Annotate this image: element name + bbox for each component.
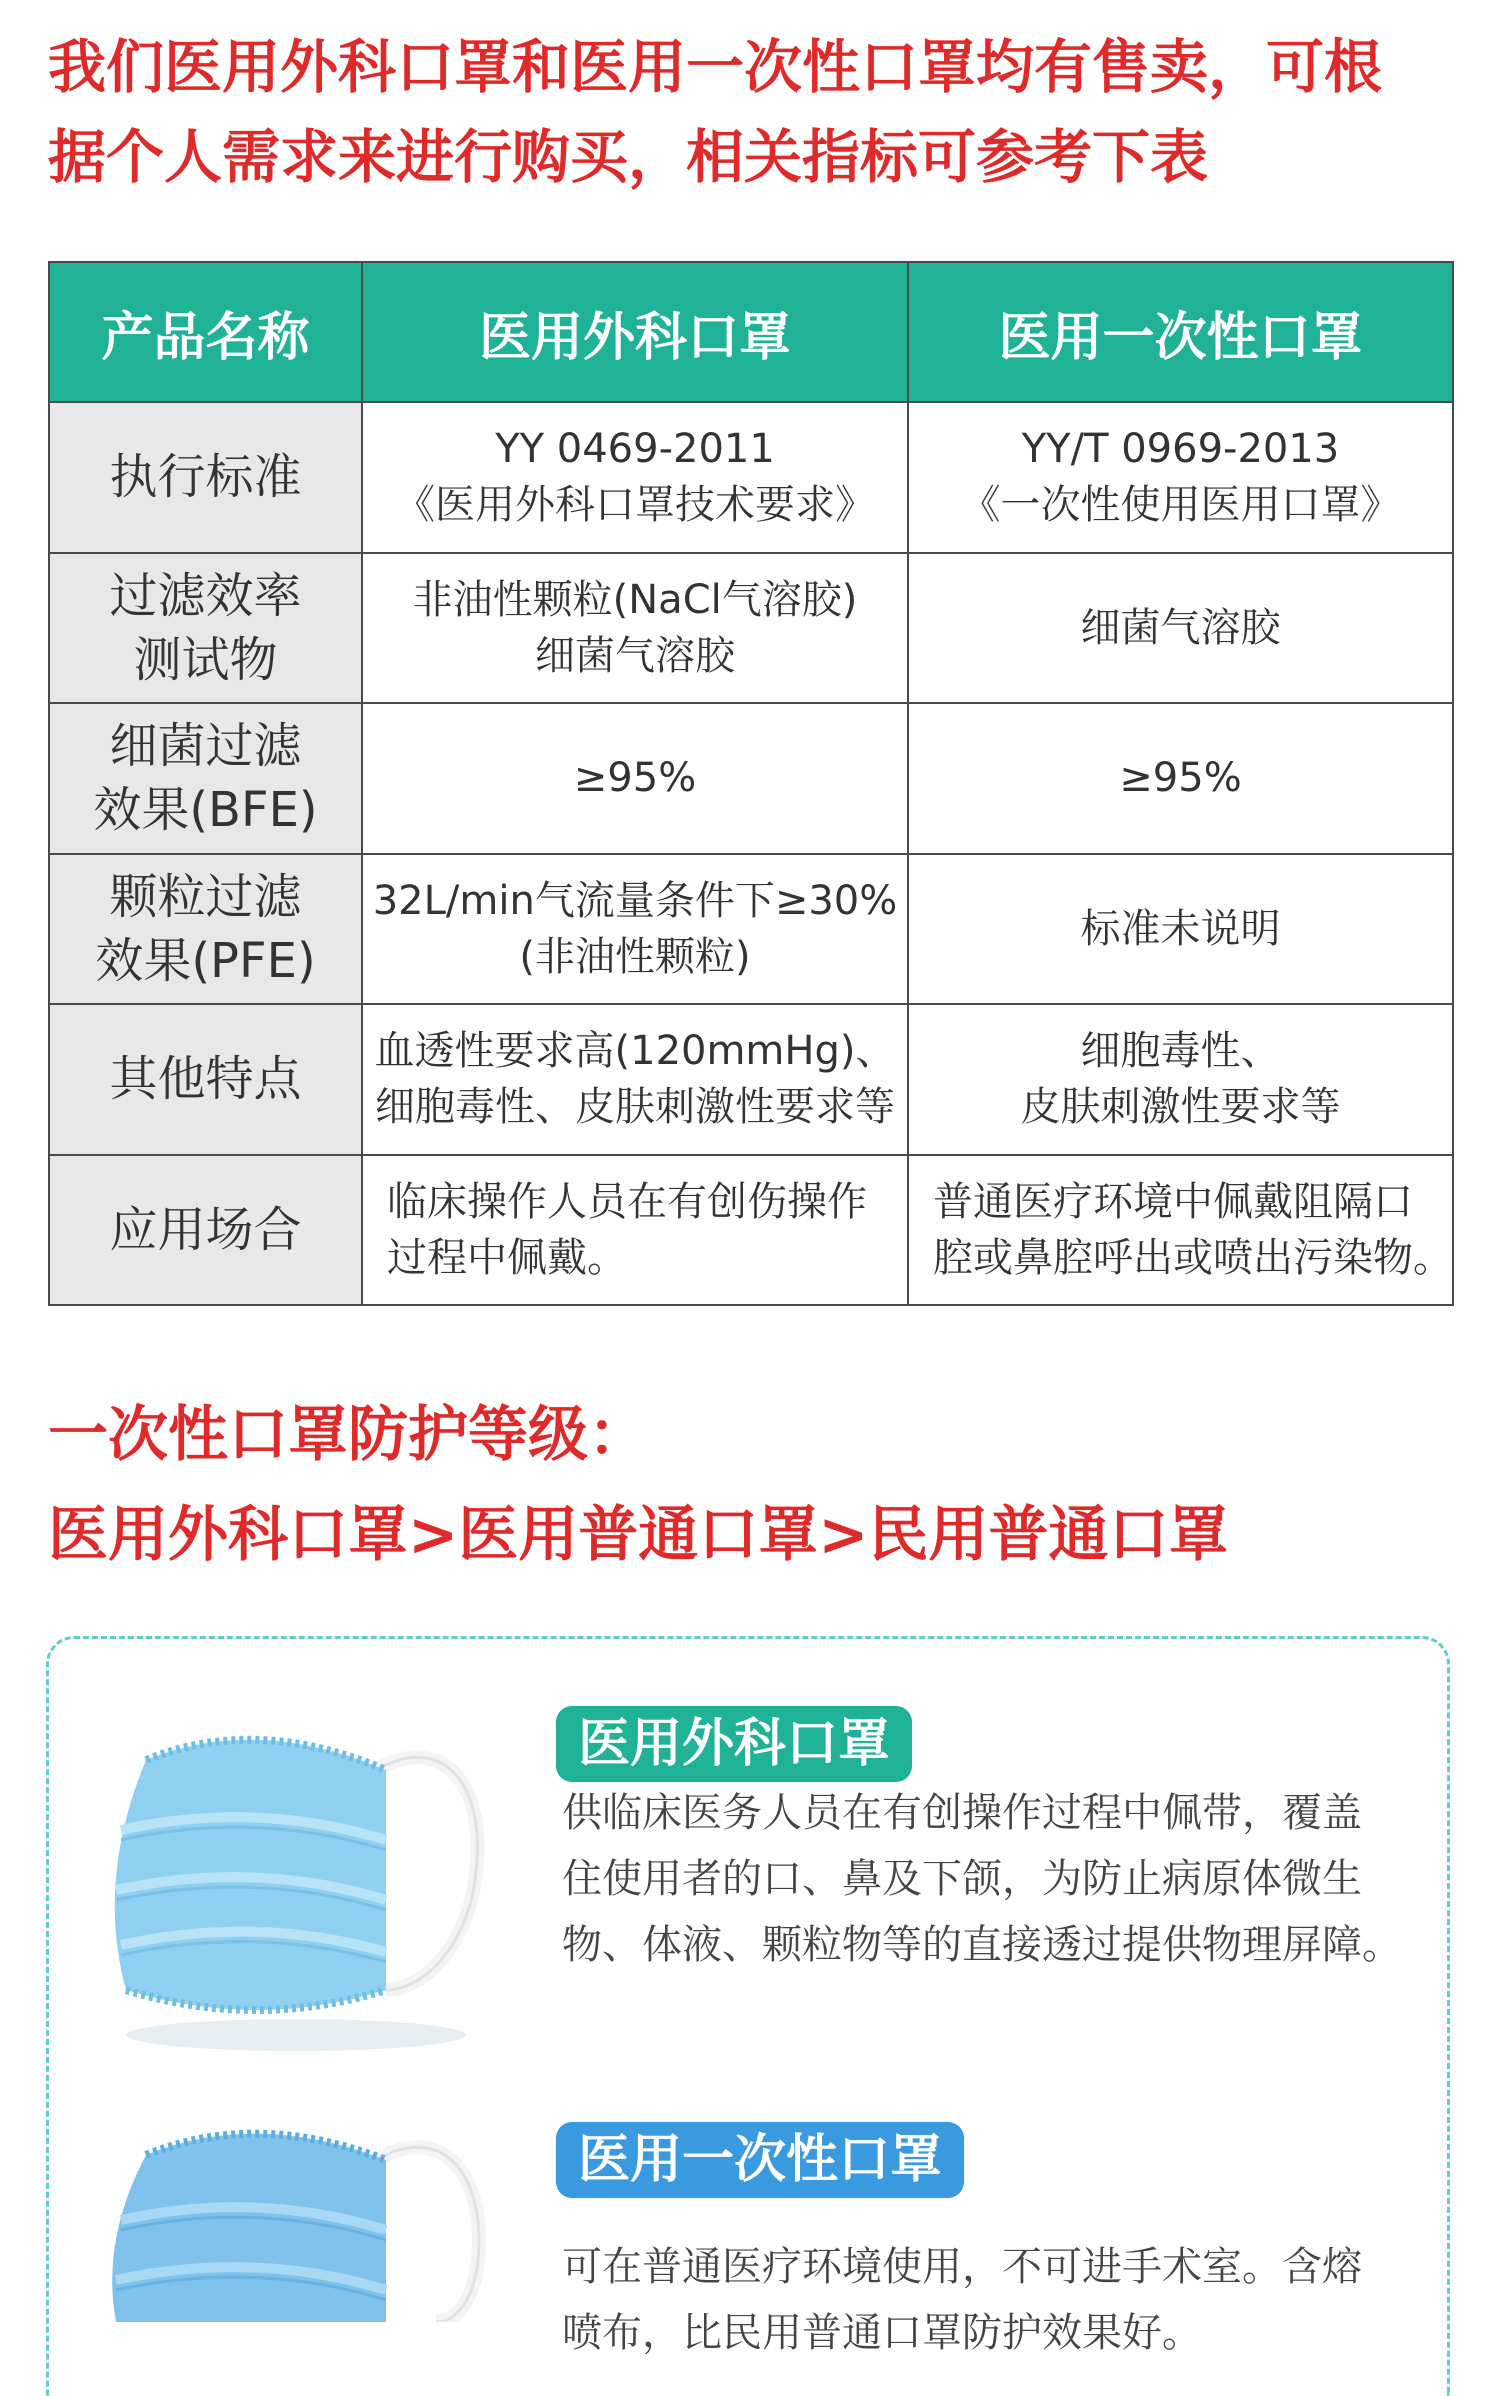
surgical-mask-description xyxy=(562,1780,1402,1978)
surgical-cell xyxy=(362,703,908,854)
row-label-line: 过滤效率 xyxy=(109,567,302,624)
description-line: 物、体液、颗粒物等的直接透过提供物理屏障。 xyxy=(562,1922,1402,1968)
cell-line: 腔或鼻腔呼出或喷出污染物。 xyxy=(933,1234,1453,1281)
row-label xyxy=(49,703,362,854)
disposable-mask-image xyxy=(86,2100,506,2322)
cell-line: 标准未说明 xyxy=(1080,905,1281,952)
row-label-line: 细菌过滤 xyxy=(109,718,302,775)
header-disposable-mask: 医用一次性口罩 xyxy=(908,262,1453,402)
disposable-cell xyxy=(908,1155,1453,1306)
row-label xyxy=(49,1004,362,1155)
row-label-line: 执行标准 xyxy=(109,449,302,506)
row-label-line: 颗粒过滤 xyxy=(109,868,302,925)
cell-line: YY 0469-2011 xyxy=(495,426,775,473)
cell-line: 血透性要求高(120mmHg)、 xyxy=(374,1028,896,1075)
intro-heading xyxy=(48,22,1458,202)
cell-line: YY/T 0969-2013 xyxy=(1021,426,1340,473)
cell-line: (非油性颗粒) xyxy=(519,933,751,980)
header-surgical-mask: 医用外科口罩 xyxy=(362,262,908,402)
cell-line: 细胞毒性、 xyxy=(1080,1028,1281,1075)
table-row xyxy=(49,703,1453,854)
table-row xyxy=(49,553,1453,704)
description-line: 可在普通医疗环境使用，不可进手术室。含熔 xyxy=(562,2244,1362,2290)
row-label-line: 应用场合 xyxy=(109,1201,302,1258)
table-row xyxy=(49,854,1453,1005)
row-label xyxy=(49,553,362,704)
surgical-cell xyxy=(362,1155,908,1306)
disposable-cell xyxy=(908,402,1453,553)
surgical-mask-image xyxy=(86,1690,506,2060)
protection-level-heading xyxy=(48,1385,1458,1585)
description-line: 住使用者的口、鼻及下颌，为防止病原体微生 xyxy=(562,1856,1362,1902)
row-label xyxy=(49,1155,362,1306)
table-row xyxy=(49,402,1453,553)
disposable-mask-tag: 医用一次性口罩 xyxy=(556,2122,964,2198)
table-row xyxy=(49,1004,1453,1155)
protection-level-title: 一次性口罩防护等级： xyxy=(48,1400,648,1470)
description-line: 供临床医务人员在有创操作过程中佩带，覆盖 xyxy=(562,1790,1362,1836)
cell-line: 细菌气溶胶 xyxy=(535,632,735,679)
cell-line: 过程中佩戴。 xyxy=(387,1234,627,1281)
cell-line: ≥95% xyxy=(573,755,697,802)
comparison-table xyxy=(48,261,1454,1306)
disposable-cell xyxy=(908,553,1453,704)
cell-line: 临床操作人员在有创伤操作 xyxy=(387,1178,867,1225)
surgical-mask-tag: 医用外科口罩 xyxy=(556,1706,912,1782)
table-header-row xyxy=(49,262,1453,402)
surgical-cell xyxy=(362,402,908,553)
cell-line: 普通医疗环境中佩戴阻隔口 xyxy=(933,1178,1413,1225)
surgical-cell xyxy=(362,854,908,1005)
disposable-mask-description xyxy=(562,2234,1362,2366)
row-label xyxy=(49,402,362,553)
disposable-cell xyxy=(908,703,1453,854)
surgical-cell xyxy=(362,553,908,704)
row-label-line: 效果(BFE) xyxy=(93,782,318,839)
disposable-cell xyxy=(908,854,1453,1005)
row-label-line: 其他特点 xyxy=(109,1051,302,1108)
row-label-line: 效果(PFE) xyxy=(95,932,316,989)
intro-line: 据个人需求来进行购买，相关指标可参考下表 xyxy=(48,123,1209,191)
surgical-cell xyxy=(362,1004,908,1155)
cell-line: 细菌气溶胶 xyxy=(1080,604,1281,651)
description-line: 喷布，比民用普通口罩防护效果好。 xyxy=(562,2310,1202,2356)
cell-line: 皮肤刺激性要求等 xyxy=(1020,1084,1341,1131)
cell-line: 细胞毒性、皮肤刺激性要求等 xyxy=(375,1084,895,1131)
row-label xyxy=(49,854,362,1005)
intro-line: 我们医用外科口罩和医用一次性口罩均有售卖，可根 xyxy=(48,33,1383,101)
cell-line: 《医用外科口罩技术要求》 xyxy=(395,482,875,529)
header-product-name: 产品名称 xyxy=(49,262,362,402)
table-row xyxy=(49,1155,1453,1306)
cell-line: 非油性颗粒(NaCl气溶胶) xyxy=(412,576,858,623)
row-label-line: 测试物 xyxy=(133,631,278,688)
cell-line: ≥95% xyxy=(1119,755,1242,802)
cell-line: 《一次性使用医用口罩》 xyxy=(960,482,1401,529)
protection-level-ranking: 医用外科口罩>医用普通口罩>民用普通口罩 xyxy=(48,1500,1229,1570)
disposable-cell xyxy=(908,1004,1453,1155)
cell-line: 32L/min气流量条件下≥30% xyxy=(372,877,898,924)
